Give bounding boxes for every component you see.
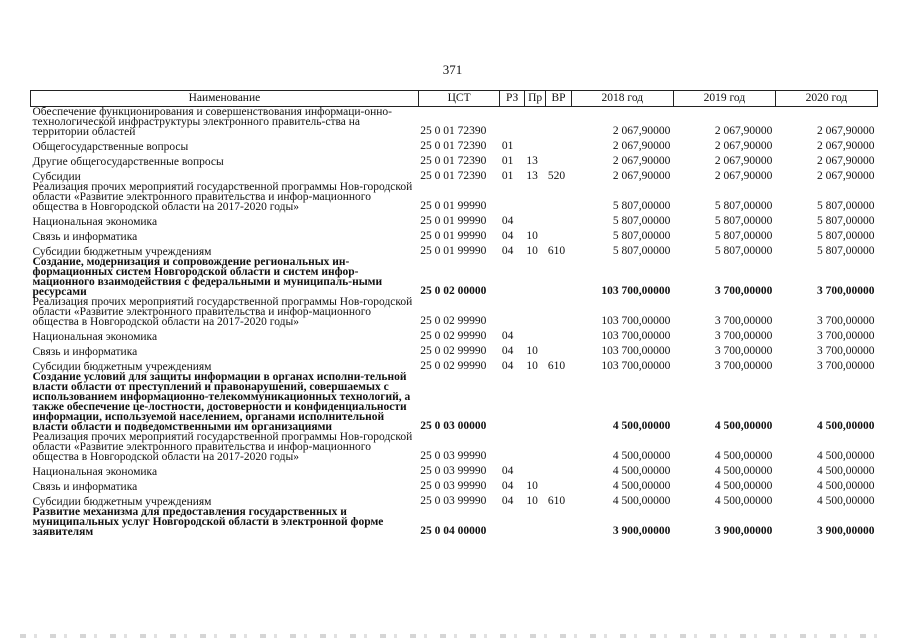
cell-y2020: 5 807,00000	[817, 230, 875, 242]
cell-name: Другие общегосударственные вопросы	[32, 156, 224, 168]
cell-y2019: 4 500,00000	[714, 420, 773, 432]
cell-vr: 610	[547, 245, 566, 257]
cell-pr: 13	[526, 155, 538, 167]
cell-y2018: 4 500,00000	[612, 480, 671, 492]
cell-pr	[524, 372, 545, 432]
cell-name: Реализация прочих мероприятий государственной программы Нов-городской области «Развитие электронного правительства и инфор-мационного общества в Новгородской области на 2017-2020 годы»	[32, 181, 413, 213]
header-2020: 2020 год	[775, 91, 877, 107]
header-vr: ВР	[546, 91, 572, 107]
table-body	[31, 107, 878, 538]
cell-y2019: 2 067,90000	[714, 140, 773, 152]
cell-vr	[546, 477, 572, 492]
cell-y2019: 3 700,00000	[714, 330, 773, 342]
cell-y2019: 3 700,00000	[714, 345, 773, 357]
cell-vr: 610	[547, 360, 566, 372]
cell-name: Создание, модернизация и сопровождение региональных ин-формационных систем Новгородской области и систем инфор-мационного взаимодействия с федеральными и муниципаль-ными ресурсами	[32, 256, 383, 298]
cell-rz: 04	[501, 245, 514, 257]
table-row	[31, 242, 878, 257]
cell-y2020: 4 500,00000	[817, 465, 875, 477]
cell-rz	[500, 372, 524, 432]
cell-y2019: 5 807,00000	[714, 200, 773, 212]
cell-y2020: 3 900,00000	[817, 525, 875, 537]
cell-y2019: 5 807,00000	[714, 230, 773, 242]
cell-pr	[524, 297, 545, 327]
cell-cst: 25 0 01 72390	[420, 170, 487, 182]
cell-y2018: 5 807,00000	[612, 215, 671, 227]
table-header	[31, 91, 878, 107]
cell-vr	[546, 212, 572, 227]
cell-cst: 25 0 01 99990	[420, 245, 487, 257]
cell-y2020: 2 067,90000	[817, 140, 875, 152]
cell-y2019: 4 500,00000	[714, 465, 773, 477]
cell-cst: 25 0 01 99990	[420, 200, 487, 212]
cell-name: Связь и информатика	[32, 231, 138, 243]
cell-pr: 10	[526, 230, 538, 242]
cell-rz: 04	[501, 360, 514, 372]
cell-y2018: 4 500,00000	[612, 465, 671, 477]
cell-vr	[546, 462, 572, 477]
scan-artifact	[20, 634, 890, 638]
cell-y2020: 3 700,00000	[817, 285, 875, 297]
cell-name: Обеспечение функционирования и совершенствования информаци-онно- технологической инфраструктуры электронного правитель-ства на территории областей	[32, 106, 392, 138]
cell-vr	[546, 432, 572, 462]
cell-vr	[546, 342, 572, 357]
cell-y2019: 4 500,00000	[714, 495, 773, 507]
cell-rz	[500, 432, 524, 462]
cell-y2020: 5 807,00000	[817, 245, 875, 257]
cell-cst: 25 0 03 00000	[420, 420, 487, 432]
cell-rz: 01	[501, 170, 514, 182]
table-row	[31, 327, 878, 342]
cell-pr: 13	[526, 170, 538, 182]
cell-y2020: 3 700,00000	[817, 330, 875, 342]
cell-y2020: 5 807,00000	[817, 200, 875, 212]
table-row	[31, 182, 878, 212]
cell-y2018: 4 500,00000	[612, 450, 671, 462]
cell-cst: 25 0 02 99990	[420, 345, 487, 357]
cell-pr	[524, 327, 545, 342]
cell-pr: 10	[526, 480, 538, 492]
cell-y2019: 4 500,00000	[714, 450, 773, 462]
cell-cst: 25 0 02 99990	[420, 360, 487, 372]
table-row	[31, 167, 878, 182]
cell-y2018: 5 807,00000	[612, 200, 671, 212]
cell-rz: 04	[501, 330, 514, 342]
cell-cst: 25 0 03 99990	[420, 480, 487, 492]
table-row	[31, 297, 878, 327]
cell-y2020: 3 700,00000	[817, 345, 875, 357]
cell-cst: 25 0 01 99990	[420, 230, 487, 242]
cell-y2020: 2 067,90000	[817, 155, 875, 167]
table-row	[31, 107, 878, 138]
cell-y2018: 103 700,00000	[601, 285, 671, 297]
cell-vr	[546, 507, 572, 537]
cell-pr	[524, 257, 545, 297]
cell-cst: 25 0 01 99990	[420, 215, 487, 227]
cell-pr	[524, 432, 545, 462]
cell-rz: 01	[501, 155, 514, 167]
cell-name: Развитие механизма для предоставления государственных и муниципальных услуг Новгородской области в электронной форме заявителям	[32, 506, 384, 538]
cell-vr	[546, 327, 572, 342]
cell-rz	[500, 297, 524, 327]
cell-y2018: 103 700,00000	[601, 330, 671, 342]
header-cst: ЦСТ	[418, 91, 500, 107]
cell-vr	[546, 227, 572, 242]
cell-cst: 25 0 01 72390	[420, 155, 487, 167]
cell-cst: 25 0 03 99990	[420, 495, 487, 507]
cell-y2019: 4 500,00000	[714, 480, 773, 492]
cell-pr	[524, 462, 545, 477]
header-2018: 2018 год	[571, 91, 673, 107]
cell-y2020: 4 500,00000	[817, 480, 875, 492]
cell-y2019: 5 807,00000	[714, 215, 773, 227]
cell-y2020: 4 500,00000	[817, 495, 875, 507]
cell-rz: 04	[501, 465, 514, 477]
cell-name: Субсидии бюджетным учреждениям	[32, 496, 212, 508]
cell-vr	[546, 152, 572, 167]
cell-y2018: 103 700,00000	[601, 315, 671, 327]
cell-name: Национальная экономика	[32, 331, 158, 343]
cell-y2019: 3 900,00000	[714, 525, 773, 537]
cell-rz: 01	[501, 140, 514, 152]
cell-cst: 25 0 03 99990	[420, 450, 487, 462]
cell-pr	[524, 212, 545, 227]
cell-y2018: 103 700,00000	[601, 345, 671, 357]
cell-vr: 610	[547, 495, 566, 507]
cell-y2019: 3 700,00000	[714, 285, 773, 297]
table-row	[31, 342, 878, 357]
table-row	[31, 492, 878, 507]
cell-rz: 04	[501, 345, 514, 357]
cell-rz	[500, 107, 524, 138]
header-name: Наименование	[31, 91, 419, 107]
cell-cst: 25 0 02 99990	[420, 330, 487, 342]
table-row	[31, 152, 878, 167]
header-rz: РЗ	[500, 91, 524, 107]
page-number: 371	[442, 62, 463, 77]
cell-y2018: 5 807,00000	[612, 245, 671, 257]
cell-name: Субсидии	[32, 171, 81, 183]
table-row	[31, 462, 878, 477]
header-2019: 2019 год	[673, 91, 775, 107]
table-row	[31, 137, 878, 152]
cell-pr: 10	[526, 495, 538, 507]
cell-pr	[524, 137, 545, 152]
cell-pr: 10	[526, 245, 538, 257]
cell-y2018: 103 700,00000	[601, 360, 671, 372]
cell-cst: 25 0 02 99990	[420, 315, 487, 327]
cell-y2018: 2 067,90000	[612, 155, 671, 167]
table-row	[31, 372, 878, 432]
table-row	[31, 257, 878, 297]
cell-pr: 10	[526, 345, 538, 357]
cell-pr	[524, 107, 545, 138]
cell-pr	[524, 507, 545, 537]
cell-name: Национальная экономика	[32, 466, 158, 478]
cell-vr	[546, 372, 572, 432]
cell-vr: 520	[547, 170, 566, 182]
cell-y2020: 3 700,00000	[817, 315, 875, 327]
table-row	[31, 212, 878, 227]
cell-y2020: 2 067,90000	[817, 170, 875, 182]
cell-y2018: 5 807,00000	[612, 230, 671, 242]
cell-name: Субсидии бюджетным учреждениям	[32, 246, 212, 258]
table-row	[31, 432, 878, 462]
cell-rz	[500, 182, 524, 212]
cell-cst: 25 0 03 99990	[420, 465, 487, 477]
header-pr: Пр	[524, 91, 545, 107]
cell-name: Общегосударственные вопросы	[32, 141, 189, 153]
cell-name: Реализация прочих мероприятий государственной программы Нов-городской области «Развитие электронного правительства и инфор-мационного общества в Новгородской области на 2017-2020 годы»	[32, 296, 413, 328]
cell-rz: 04	[501, 480, 514, 492]
cell-y2018: 2 067,90000	[612, 125, 671, 137]
cell-y2020: 3 700,00000	[817, 360, 875, 372]
cell-y2019: 2 067,90000	[714, 170, 773, 182]
cell-rz	[500, 257, 524, 297]
cell-y2018: 4 500,00000	[612, 495, 671, 507]
cell-y2019: 5 807,00000	[714, 245, 773, 257]
cell-y2018: 2 067,90000	[612, 140, 671, 152]
cell-y2019: 3 700,00000	[714, 315, 773, 327]
cell-y2019: 2 067,90000	[714, 125, 773, 137]
cell-y2019: 3 700,00000	[714, 360, 773, 372]
cell-rz	[500, 507, 524, 537]
cell-name: Субсидии бюджетным учреждениям	[32, 361, 212, 373]
cell-pr	[524, 182, 545, 212]
cell-y2020: 4 500,00000	[817, 420, 875, 432]
cell-name: Реализация прочих мероприятий государственной программы Нов-городской области «Развитие электронного правительства и инфор-мационного общества в Новгородской области на 2017-2020 годы»	[32, 431, 413, 463]
cell-rz: 04	[501, 230, 514, 242]
cell-rz: 04	[501, 215, 514, 227]
cell-vr	[546, 107, 572, 138]
cell-y2020: 5 807,00000	[817, 215, 875, 227]
cell-vr	[546, 257, 572, 297]
cell-y2020: 2 067,90000	[817, 125, 875, 137]
budget-table	[30, 90, 878, 537]
cell-name: Связь и информатика	[32, 481, 138, 493]
cell-vr	[546, 182, 572, 212]
cell-vr	[546, 137, 572, 152]
table-row	[31, 227, 878, 242]
cell-name: Связь и информатика	[32, 346, 138, 358]
table-row	[31, 477, 878, 492]
cell-y2019: 2 067,90000	[714, 155, 773, 167]
table-row	[31, 507, 878, 537]
cell-y2018: 2 067,90000	[612, 170, 671, 182]
cell-y2018: 3 900,00000	[612, 525, 671, 537]
cell-y2020: 4 500,00000	[817, 450, 875, 462]
cell-cst: 25 0 02 00000	[420, 285, 487, 297]
cell-pr: 10	[526, 360, 538, 372]
cell-vr	[546, 297, 572, 327]
cell-cst: 25 0 01 72390	[420, 125, 487, 137]
cell-y2018: 4 500,00000	[612, 420, 671, 432]
cell-rz: 04	[501, 495, 514, 507]
cell-cst: 25 0 04 00000	[420, 525, 487, 537]
cell-name: Создание условий для защиты информации в органах исполни-тельной власти области от преступлений и правонарушений, совершаемых с использованием информационно-телекоммуникационных технологий, а также обеспечение це-лостности, достоверности и конфиденциальности информации, используемой населением, органами исполнительной власти области и подведомственными им организациями	[32, 371, 411, 433]
cell-name: Национальная экономика	[32, 216, 158, 228]
cell-cst: 25 0 01 72390	[420, 140, 487, 152]
table-row	[31, 357, 878, 372]
